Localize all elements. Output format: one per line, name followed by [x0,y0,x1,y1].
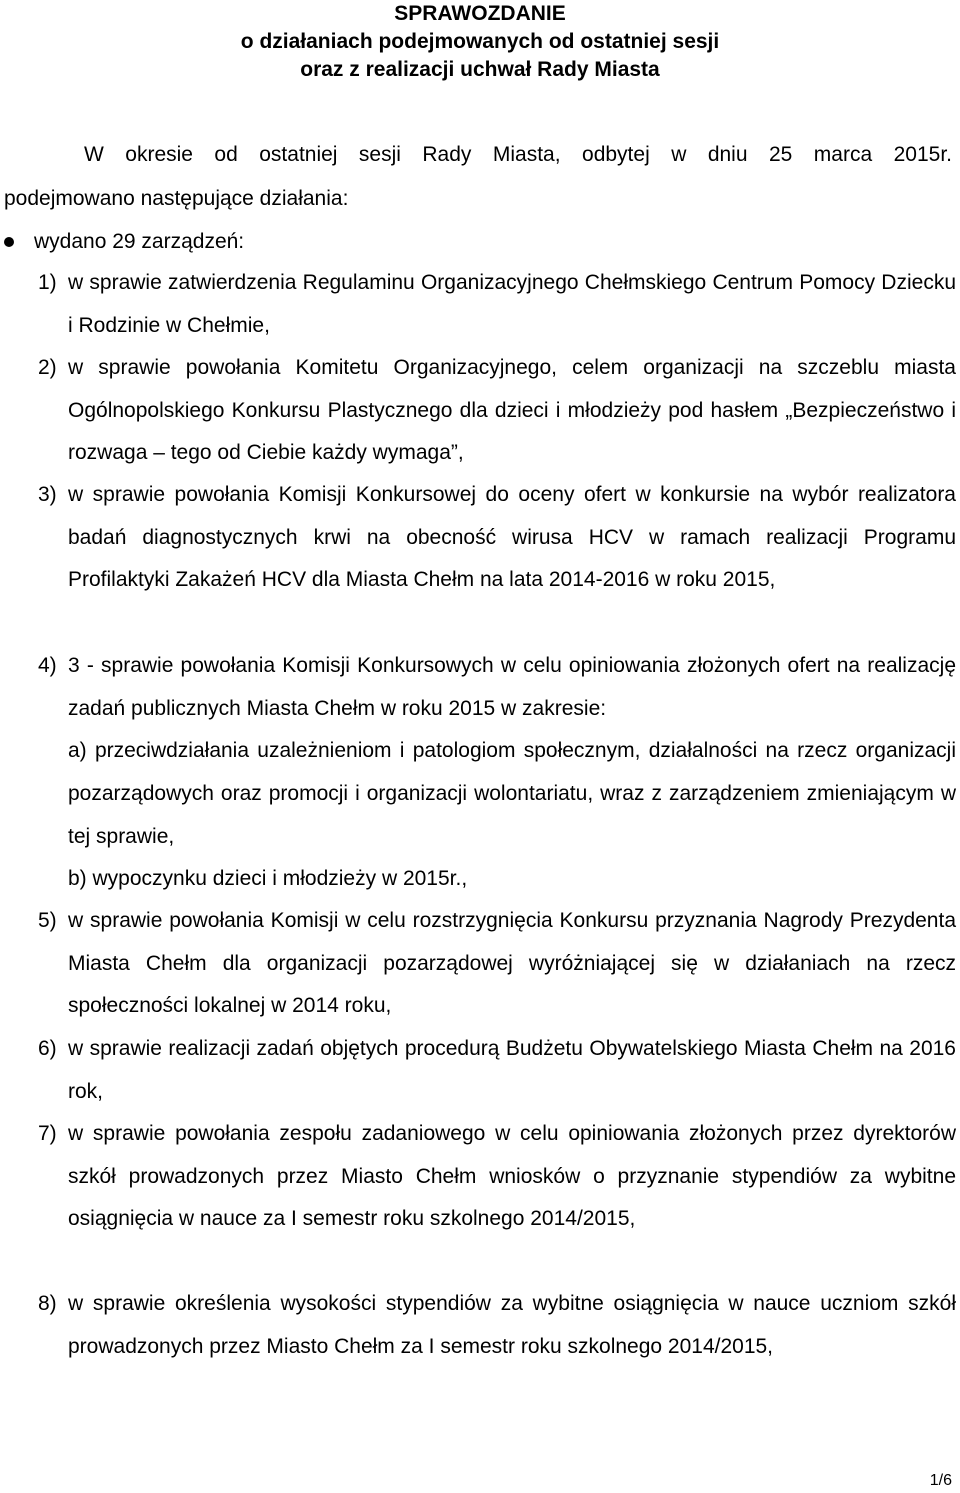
list-item-number: 6) [38,1037,57,1060]
intro-line-1: W okresie od ostatniej sesji Rady Miasta, odbytej w dniu 25 marca 2015r. [84,143,952,166]
list-item-text: w sprawie powołania zespołu zadaniowego w celu opiniowania złożonych przez dyrektorów szkół prowadzonych przez Miasto Chełm wniosków o przyznanie stypendiów za wybitne osiągnięcia w nauce za I semestr roku szkolnego 2014/2015, [68,1122,956,1230]
list-item-text: 3 - sprawie powołania Komisji Konkursowych w celu opiniowania złożonych ofert na realizację zadań publicznych Miasta Chełm w roku 2015 w zakresie: [68,654,956,720]
list-item-number: 8) [38,1292,57,1315]
sub-item-a: a) przeciwdziałania uzależnieniom i patologiom społecznym, działalności na rzecz organizacji pozarządowych oraz promocji i organizacji wolontariatu, wraz z zarządzeniem zmieniającym w tej sprawie, [68,739,956,848]
list-item-1 [38,262,956,347]
list-item-6 [38,1028,956,1113]
list-item-text: w sprawie powołania Komisji Konkursowej do oceny ofert w konkursie na wybór realizatora badań diagnostycznych krwi na obecność wirusa HCV w ramach realizacji Programu Profilaktyki Zakażeń HCV dla Miasta Chełm na lata 2014-2016 w roku 2015, [68,483,956,591]
document-title: SPRAWOZDANIE [394,2,566,25]
bullet-dot-icon [4,237,14,247]
document-subtitle-1: o działaniach podejmowanych od ostatniej sesji [240,30,720,53]
list-item-8 [38,1283,956,1368]
list-item-4 [38,645,956,730]
list-item-number: 7) [38,1122,57,1145]
list-item-number: 2) [38,356,57,379]
list-item-5 [38,900,956,1028]
page-number: 1/6 [929,1472,952,1489]
list-item-number: 1) [38,271,57,294]
bullet-text: wydano 29 zarządzeń: [34,230,245,253]
list-item-7 [38,1113,956,1241]
document-subtitle-2: oraz z realizacji uchwał Rady Miasta [300,58,660,81]
list-item-number: 4) [38,654,57,677]
list-item-number: 3) [38,483,57,506]
intro-line-2: podejmowano następujące działania: [4,187,349,210]
list-item-text: w sprawie realizacji zadań objętych procedurą Budżetu Obywatelskiego Miasta Chełm na 2016 rok, [68,1037,956,1103]
bullet-item [4,220,244,263]
list-item-text: w sprawie powołania Komisji w celu rozstrzygnięcia Konkursu przyznania Nagrody Prezydenta Miasta Chełm dla organizacji pozarządowej wyróżniającej się w działaniach na rzecz społeczności lokalnej w 2014 roku, [68,909,956,1017]
list-item-text: w sprawie powołania Komitetu Organizacyjnego, celem organizacji na szczeblu miasta Ogólnopolskiego Konkursu Plastycznego dla dzieci i młodzieży pod hasłem „Bezpieczeństwo i rozwaga – tego od Ciebie każdy wymaga”, [68,356,956,464]
sub-item-b: b) wypoczynku dzieci i młodzieży w 2015r., [68,867,468,890]
list-item-2 [38,347,956,475]
list-item-number: 5) [38,909,57,932]
list-item-text: w sprawie zatwierdzenia Regulaminu Organizacyjnego Chełmskiego Centrum Pomocy Dziecku i Rodzinie w Chełmie, [68,271,956,337]
list-item-text: w sprawie określenia wysokości stypendiów za wybitne osiągnięcia w nauce uczniom szkół prowadzonych przez Miasto Chełm za I semestr roku szkolnego 2014/2015, [68,1292,956,1358]
list-item-3 [38,474,956,602]
